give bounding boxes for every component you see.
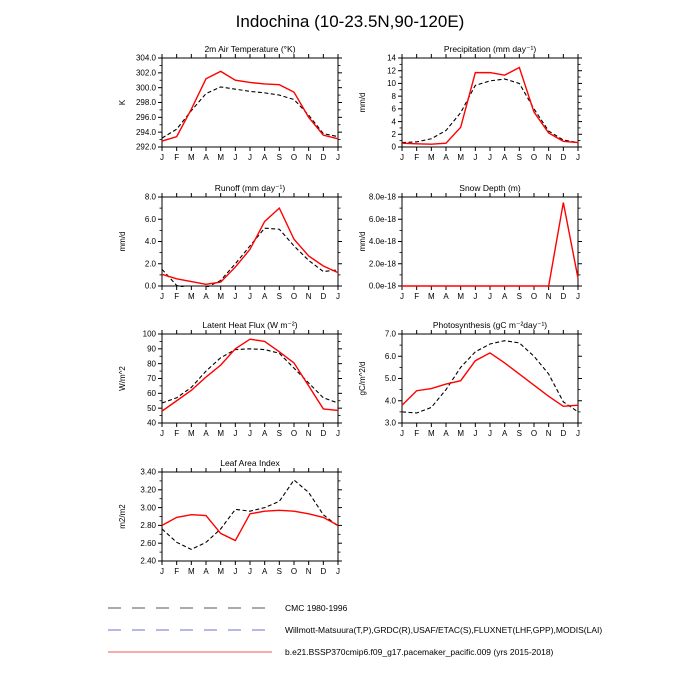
x-tick-label: J	[576, 429, 580, 438]
x-tick-label: M	[427, 153, 435, 162]
y-tick-label: 14	[387, 53, 396, 63]
panel-title: Photosynthesis (gC m⁻²day⁻¹)	[432, 320, 548, 330]
y-tick-label: 298.0	[135, 98, 156, 108]
y-axis-label: mm/d	[118, 231, 127, 252]
plot-frame	[162, 197, 338, 286]
y-tick-label: 8.0e-18	[368, 192, 396, 202]
y-tick-label: 4	[391, 117, 396, 127]
y-tick-label: 100	[142, 329, 156, 339]
y-tick-label: 4.0	[144, 237, 156, 247]
y-tick-label: 0.0	[144, 281, 156, 291]
model-line	[162, 510, 338, 540]
x-tick-label: J	[160, 292, 164, 301]
panel-title: 2m Air Temperature (°K)	[204, 44, 296, 54]
y-tick-label: 10	[387, 79, 396, 89]
x-tick-label: J	[336, 429, 340, 438]
y-axis-label: K	[118, 99, 127, 106]
y-axis-label: m2/m2	[118, 504, 127, 529]
x-tick-label: S	[516, 429, 523, 438]
x-tick-label: J	[233, 567, 238, 576]
y-axis	[385, 330, 582, 428]
y-tick-label: 40	[147, 418, 156, 428]
obs-line	[402, 79, 578, 143]
panel-title: Leaf Area Index	[220, 458, 280, 468]
x-tick-label: J	[248, 567, 252, 576]
y-tick-label: 0.0e-18	[368, 281, 396, 291]
y-tick-label: 90	[147, 344, 156, 354]
chart-leaf_area_index	[100, 456, 351, 581]
x-tick-label: N	[305, 292, 312, 301]
obs-line	[162, 349, 338, 403]
x-tick-label: M	[427, 429, 435, 438]
x-tick-label: F	[174, 153, 180, 162]
x-tick-label: J	[488, 292, 492, 301]
y-tick-label: 6.0e-18	[368, 214, 396, 224]
y-tick-label: 304.0	[135, 53, 156, 63]
y-tick-label: 60	[147, 389, 156, 399]
x-axis	[160, 468, 340, 576]
plot-frame	[162, 58, 338, 147]
y-tick-label: 50	[147, 403, 156, 413]
obs-line	[402, 341, 578, 413]
panel-title: Runoff (mm day⁻¹)	[214, 183, 286, 193]
x-tick-label: J	[233, 153, 238, 162]
y-axis	[387, 54, 582, 152]
x-tick-label: O	[530, 153, 538, 162]
x-tick-label: S	[516, 153, 523, 162]
x-tick-label: N	[545, 429, 552, 438]
x-tick-label: J	[473, 292, 478, 301]
x-axis	[160, 193, 340, 301]
x-tick-label: S	[276, 153, 283, 162]
y-axis-label: gC/m^2/d	[358, 361, 367, 396]
y-tick-label: 4.0e-18	[368, 237, 396, 247]
chart-precipitation	[340, 42, 591, 167]
panel-title: Snow Depth (m)	[459, 183, 521, 193]
x-tick-label: A	[261, 567, 268, 576]
x-axis	[400, 54, 580, 162]
y-tick-label: 294.0	[135, 127, 156, 137]
panel-title: Latent Heat Flux (W m⁻²)	[202, 320, 298, 330]
y-tick-label: 3.0	[384, 418, 396, 428]
x-tick-label: M	[187, 429, 195, 438]
x-tick-label: M	[217, 429, 225, 438]
y-axis	[136, 54, 342, 152]
x-tick-label: O	[290, 292, 298, 301]
y-tick-label: 6.0	[384, 351, 396, 361]
x-tick-label: F	[414, 429, 420, 438]
chart-temperature	[100, 42, 351, 167]
x-tick-label: J	[488, 429, 492, 438]
x-tick-label: J	[473, 153, 478, 162]
x-tick-label: J	[400, 153, 404, 162]
x-tick-label: A	[261, 292, 268, 301]
x-tick-label: O	[290, 567, 298, 576]
x-axis	[400, 330, 580, 438]
y-tick-label: 300.0	[135, 83, 156, 93]
y-axis	[145, 193, 342, 291]
legend-line-dashed-periwinkle-icon	[107, 626, 273, 634]
x-tick-label: J	[336, 292, 340, 301]
x-tick-label: D	[320, 292, 327, 301]
y-tick-label: 296.0	[135, 113, 156, 123]
y-tick-label: 2.60	[140, 538, 156, 548]
x-axis	[400, 193, 580, 301]
legend-label: CMC 1980-1996	[285, 603, 348, 613]
x-tick-label: S	[276, 567, 283, 576]
x-tick-label: M	[457, 153, 465, 162]
x-tick-label: J	[488, 153, 492, 162]
y-tick-label: 2.40	[140, 556, 156, 566]
x-tick-label: J	[233, 429, 238, 438]
x-axis	[160, 54, 340, 162]
x-tick-label: M	[217, 567, 225, 576]
y-axis-label: W/m^2	[118, 366, 127, 391]
legend-item-cmc	[107, 600, 667, 616]
x-axis	[160, 330, 340, 438]
x-tick-label: M	[187, 153, 195, 162]
y-tick-label: 80	[147, 359, 156, 369]
x-tick-label: M	[457, 292, 465, 301]
x-tick-label: A	[443, 292, 449, 301]
x-tick-label: N	[545, 153, 552, 162]
x-tick-label: F	[414, 292, 420, 301]
x-tick-label: J	[400, 429, 404, 438]
x-tick-label: N	[305, 153, 312, 162]
legend-item-willmott	[107, 622, 667, 638]
x-tick-label: J	[248, 429, 252, 438]
x-tick-label: M	[217, 153, 225, 162]
model-line	[402, 203, 578, 286]
legend-line-dashed-gray-icon	[107, 604, 273, 612]
x-tick-label: A	[261, 429, 268, 438]
x-tick-label: D	[560, 292, 567, 301]
y-tick-label: 5.0	[384, 374, 396, 384]
y-tick-label: 6	[391, 104, 396, 114]
legend-item-model-run	[107, 644, 667, 660]
y-axis	[140, 468, 342, 566]
x-tick-label: J	[160, 153, 164, 162]
x-tick-label: A	[501, 429, 508, 438]
y-tick-label: 2.0	[144, 259, 156, 269]
chart-snow_depth	[340, 181, 591, 306]
x-tick-label: J	[576, 153, 580, 162]
x-tick-label: A	[203, 429, 209, 438]
chart-photosynthesis	[340, 318, 591, 443]
y-tick-label: 8	[391, 91, 396, 101]
x-tick-label: N	[305, 429, 312, 438]
obs-line	[162, 87, 338, 138]
x-tick-label: S	[516, 292, 523, 301]
x-tick-label: M	[187, 567, 195, 576]
x-tick-label: O	[530, 429, 538, 438]
legend-line-solid-red-icon	[107, 648, 273, 656]
legend-label: b.e21.BSSP370cmip6.f09_g17.pacemaker_pacific.009 (yrs 2015-2018)	[285, 647, 554, 657]
x-tick-label: J	[248, 153, 252, 162]
x-tick-label: M	[427, 292, 435, 301]
x-tick-label: A	[203, 567, 209, 576]
y-tick-label: 6.0	[144, 214, 156, 224]
x-tick-label: J	[160, 429, 164, 438]
x-tick-label: A	[501, 153, 508, 162]
y-tick-label: 70	[147, 374, 156, 384]
x-tick-label: J	[160, 567, 164, 576]
panel-title: Precipitation (mm day⁻¹)	[443, 44, 537, 54]
y-tick-label: 3.40	[140, 467, 156, 477]
x-tick-label: J	[473, 429, 478, 438]
x-tick-label: J	[400, 292, 404, 301]
y-tick-label: 2.0e-18	[368, 259, 396, 269]
x-tick-label: D	[320, 429, 327, 438]
x-tick-label: J	[248, 292, 252, 301]
legend	[107, 600, 667, 666]
legend-label: Willmott-Matsuura(T,P),GRDC(R),USAF/ETAC(S),FLUXNET(LHF,GPP),MODIS(LAI)	[285, 625, 603, 635]
y-tick-label: 7.0	[384, 329, 396, 339]
model-line	[162, 339, 338, 411]
x-tick-label: F	[174, 567, 180, 576]
y-tick-label: 2.80	[140, 521, 156, 531]
y-tick-label: 292.0	[135, 142, 156, 152]
x-tick-label: A	[443, 153, 449, 162]
x-tick-label: D	[320, 153, 327, 162]
y-tick-label: 3.00	[140, 503, 156, 513]
x-tick-label: J	[576, 292, 580, 301]
x-tick-label: O	[290, 153, 298, 162]
plot-frame	[162, 334, 338, 423]
chart-runoff	[100, 181, 351, 306]
x-tick-label: J	[336, 567, 340, 576]
x-tick-label: A	[261, 153, 268, 162]
y-tick-label: 2	[391, 129, 396, 139]
chart-latent_heat_flux	[100, 318, 351, 443]
x-tick-label: D	[320, 567, 327, 576]
x-tick-label: S	[276, 292, 283, 301]
x-tick-label: D	[560, 153, 567, 162]
x-tick-label: A	[501, 292, 508, 301]
x-tick-label: M	[457, 429, 465, 438]
x-tick-label: O	[290, 429, 298, 438]
y-tick-label: 8.0	[144, 192, 156, 202]
y-tick-label: 302.0	[135, 68, 156, 78]
x-tick-label: J	[336, 153, 340, 162]
x-tick-label: M	[187, 292, 195, 301]
x-tick-label: A	[203, 153, 209, 162]
x-tick-label: A	[203, 292, 209, 301]
model-line	[162, 71, 338, 141]
x-tick-label: M	[217, 292, 225, 301]
plot-frame	[402, 58, 578, 147]
x-tick-label: N	[305, 567, 312, 576]
x-tick-label: O	[530, 292, 538, 301]
x-tick-label: A	[443, 429, 449, 438]
page-title: Indochina (10-23.5N,90-120E)	[235, 12, 465, 31]
x-tick-label: F	[174, 429, 180, 438]
x-tick-label: F	[174, 292, 180, 301]
y-axis-label: mm/d	[358, 231, 367, 252]
x-tick-label: N	[545, 292, 552, 301]
y-tick-label: 12	[387, 66, 396, 76]
x-tick-label: S	[276, 429, 283, 438]
x-tick-label: D	[560, 429, 567, 438]
y-tick-label: 0	[391, 142, 396, 152]
y-tick-label: 4.0	[384, 396, 396, 406]
x-tick-label: J	[233, 292, 238, 301]
y-tick-label: 3.20	[140, 485, 156, 495]
y-axis-label: mm/d	[358, 92, 367, 113]
x-tick-label: F	[414, 153, 420, 162]
